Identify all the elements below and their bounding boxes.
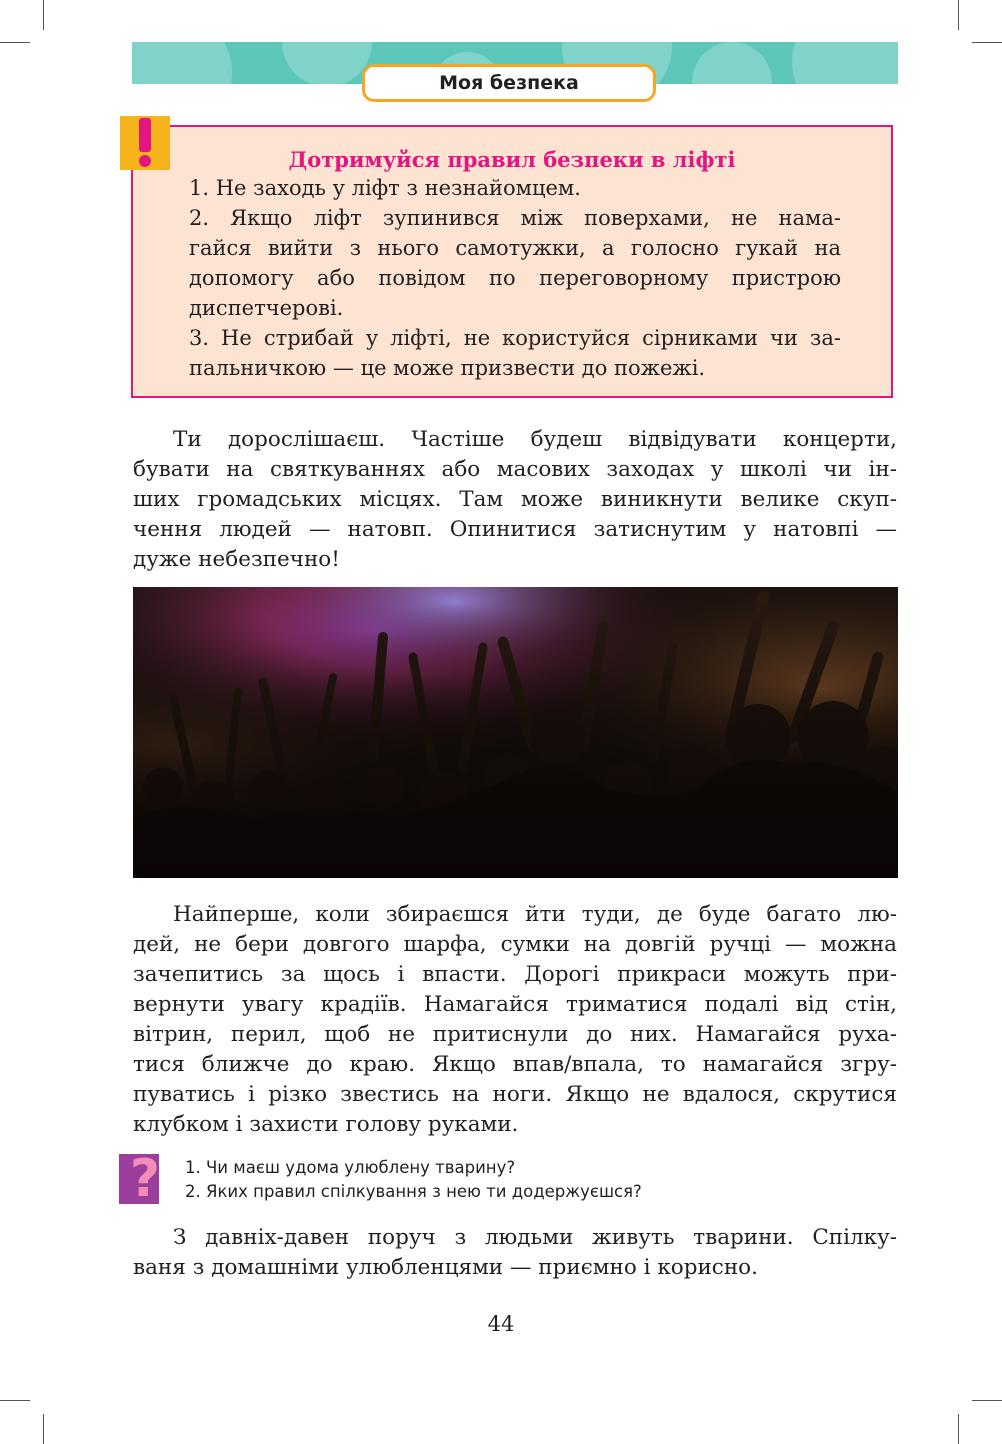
question-item: 1. Чи маєш удома улюблену тварину? — [185, 1158, 516, 1177]
paragraph-line: вернути увагу крадіїв. Намагайся триматися подалі від стін, — [133, 992, 897, 1017]
paragraph-line: дуже небезпечно! — [133, 547, 340, 572]
paragraph-line: зачепитись за щось і впасти. Дорогі прикраси можуть при- — [133, 962, 897, 987]
section-title: Моя безпека — [362, 64, 656, 102]
question-icon — [119, 1148, 169, 1204]
paragraph-line: З давніх-давен поруч з людьми живуть тварини. Спілку- — [173, 1225, 897, 1250]
paragraph-line: дей, не бери довгого шарфа, сумки на довгій ручці — можна — [133, 932, 897, 957]
concert-crowd-photo — [133, 587, 898, 878]
rule-line: 1. Не заходь у ліфт з незнайомцем. — [189, 176, 581, 200]
paragraph-line: бувати на святкуваннях або масових заходах у школі чи ін- — [133, 457, 897, 482]
crop-mark — [43, 1414, 44, 1444]
paragraph-line: ваня з домашніми улюбленцями — приємно і корисно. — [133, 1255, 758, 1280]
paragraph-line: вітрин, перил, щоб не притиснули до них. Намагайся руха- — [133, 1022, 897, 1047]
crowd-illustration — [133, 587, 898, 878]
rule-line: 3. Не стрибай у ліфті, не користуйся сірниками чи за- — [189, 326, 841, 350]
crop-mark — [972, 42, 1002, 43]
paragraph-line: Ти дорослішаєш. Частіше будеш відвідувати концерти, — [173, 427, 897, 452]
paragraph-line: Найперше, коли збираєшся йти туди, де буде багато лю- — [173, 902, 897, 927]
crop-mark — [958, 0, 959, 30]
rule-line: допомогу або повідом по переговорному пристрою — [189, 266, 841, 290]
svg-text:?: ? — [129, 1149, 161, 1204]
crop-mark — [972, 1400, 1002, 1401]
paragraph-line: ших громадських місцях. Там може виникнути велике скуп- — [133, 487, 897, 512]
crop-mark — [43, 0, 44, 30]
crop-mark — [0, 42, 30, 43]
rule-line: пальничкою — це може призвести до пожежі. — [189, 356, 706, 380]
exclamation-icon — [118, 114, 172, 172]
question-item: 2. Яких правил спілкування з нею ти додержуєшся? — [185, 1182, 642, 1201]
rule-line: гайся вийти з нього самотужки, а голосно гукай на — [189, 236, 841, 260]
rule-box-title: Дотримуйся правил безпеки в ліфті — [288, 147, 736, 172]
paragraph-line: тися ближче до краю. Якщо впав/впала, то намагайся згру- — [133, 1052, 897, 1077]
crop-mark — [0, 1400, 30, 1401]
rule-line: 2. Якщо ліфт зупинився між поверхами, не нама- — [189, 206, 841, 230]
rule-line: диспетчерові. — [189, 296, 344, 320]
page-number: 44 — [487, 1312, 515, 1336]
lift-safety-rules-box — [131, 125, 893, 398]
paragraph-line: клубком і захисти голову руками. — [133, 1112, 519, 1137]
paragraph-line: пуватись і різко звестись на ноги. Якщо не вдалося, скрутися — [133, 1082, 897, 1107]
paragraph-line: чення людей — натовп. Опинитися затиснутим у натовпі — — [133, 517, 897, 542]
crop-mark — [958, 1414, 959, 1444]
